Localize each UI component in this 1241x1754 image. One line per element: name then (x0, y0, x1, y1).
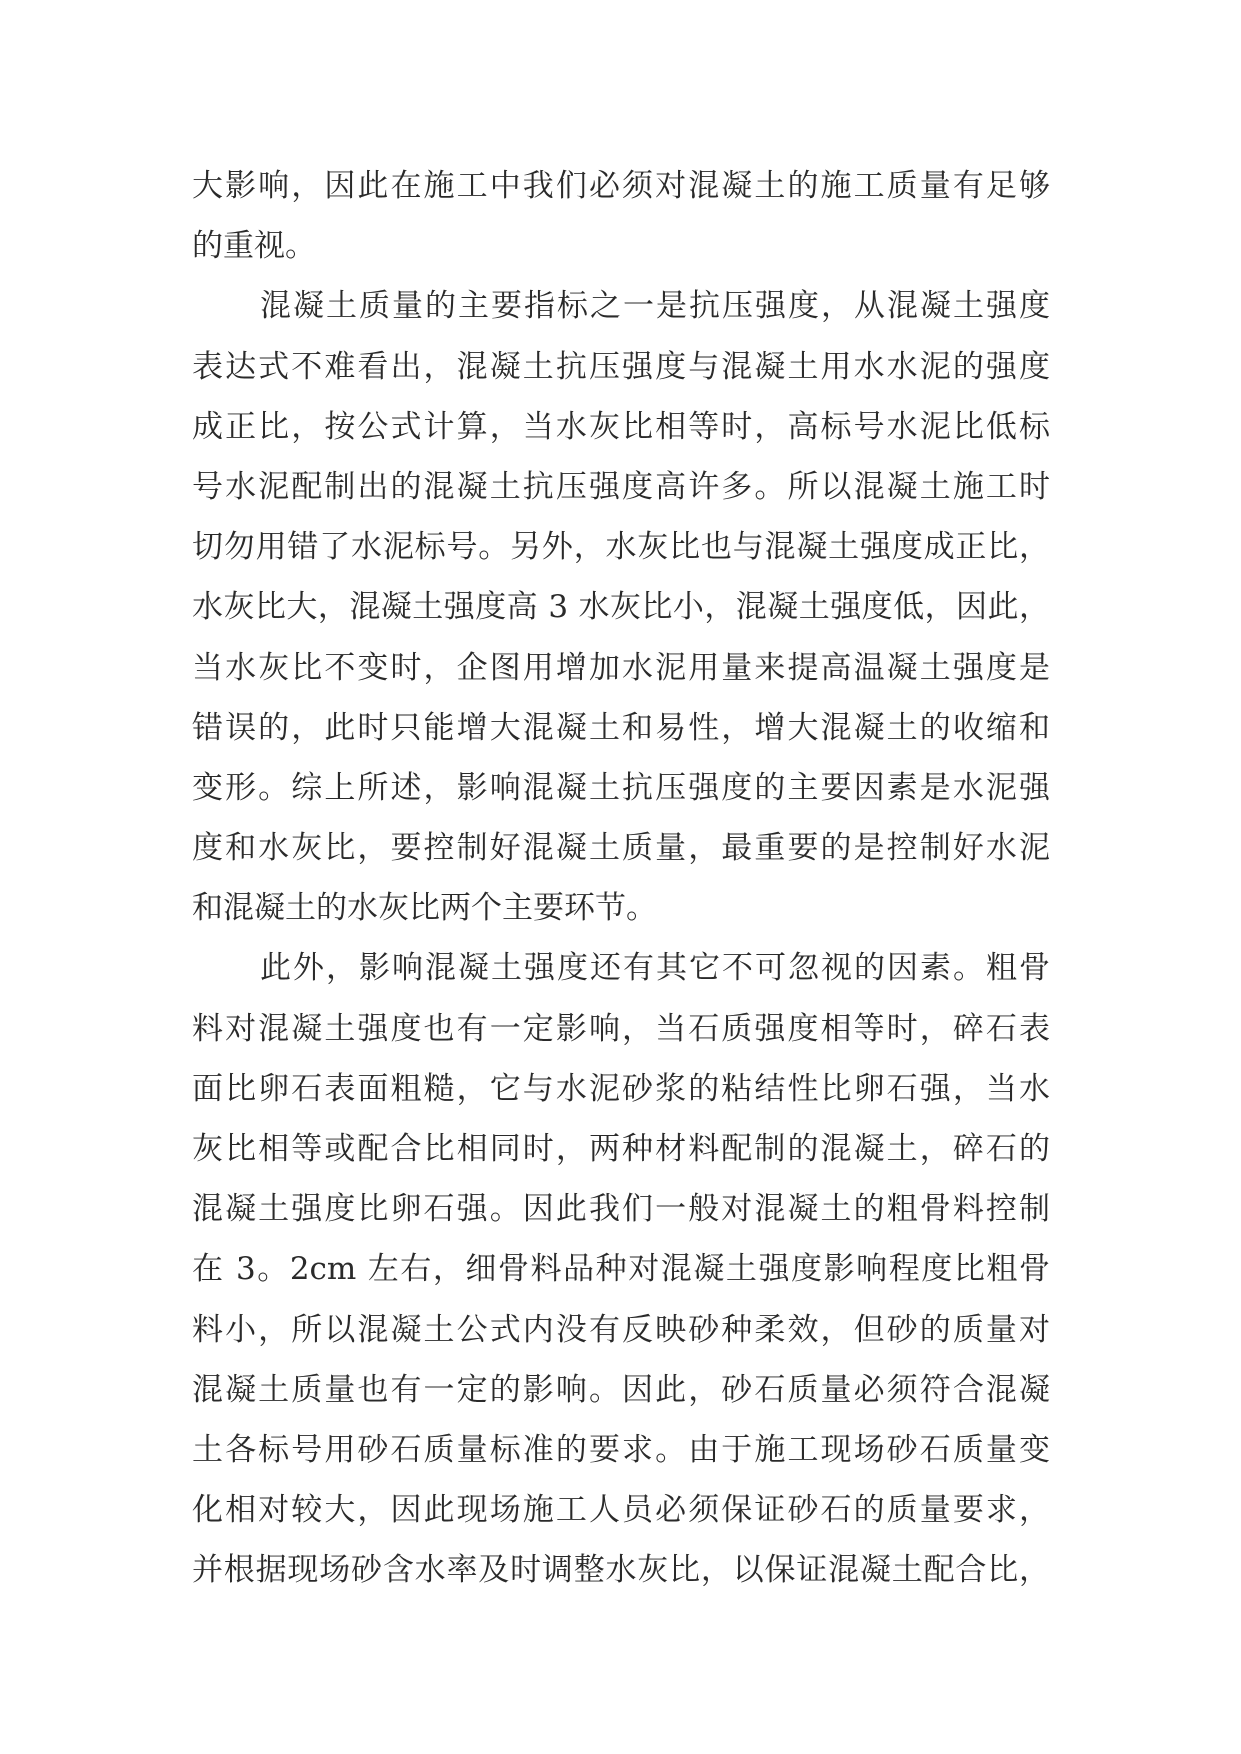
text-line: 当水灰比不变时，企图用增加水泥用量来提高温凝土强度是 (192, 649, 1050, 686)
text-line: 并根据现场砂含水率及时调整水灰比，以保证混凝土配合比， (192, 1552, 1050, 1589)
body-text (192, 156, 1050, 1601)
text-line: 在 3。2cm 左右，细骨料品种对混凝土强度影响程度比粗骨 (192, 1251, 1050, 1288)
text-line: 大影响，因此在施工中我们必须对混凝土的施工质量有足够 (192, 168, 1050, 204)
text-line: 面比卵石表面粗糙，它与水泥砂浆的粘结性比卵石强，当水 (192, 1070, 1050, 1107)
text-line: 混凝土强度比卵石强。因此我们一般对混凝土的粗骨料控制 (192, 1191, 1050, 1228)
text-line: 成正比，按公式计算，当水灰比相等时，高标号水泥比低标 (192, 408, 1050, 445)
text-line: 水灰比大，混凝土强度高 3 水灰比小，混凝土强度低，因此， (192, 589, 1050, 626)
text-line: 切勿用错了水泥标号。另外，水灰比也与混凝土强度成正比， (192, 529, 1050, 566)
text-line: 料小，所以混凝土公式内没有反映砂种柔效，但砂的质量对 (192, 1311, 1050, 1348)
text-line: 变形。综上所述，影响混凝土抗压强度的主要因素是水泥强 (192, 769, 1050, 806)
text-line: 表达式不难看出，混凝土抗压强度与混凝土用水水泥的强度 (192, 348, 1050, 385)
text-line: 化相对较大，因此现场施工人员必须保证砂石的质量要求， (192, 1492, 1050, 1529)
text-line: 灰比相等或配合比相同时，两种材料配制的混凝土，碎石的 (192, 1131, 1050, 1167)
text-line: 度和水灰比，要控制好混凝土质量，最重要的是控制好水泥 (192, 830, 1050, 867)
text-line: 号水泥配制出的混凝土抗压强度高许多。所以混凝土施工时 (192, 468, 1050, 505)
text-line: 混凝土质量的主要指标之一是抗压强度，从混凝土强度 (260, 288, 1050, 325)
text-line: 的重视。 (192, 228, 316, 265)
text-line: 此外，影响混凝土强度还有其它不可忽视的因素。粗骨 (260, 950, 1050, 987)
text-line: 和混凝土的水灰比两个主要环节。 (192, 890, 657, 927)
text-line: 混凝土质量也有一定的影响。因此，砂石质量必须符合混凝 (192, 1371, 1050, 1408)
text-line: 错误的，此时只能增大混凝土和易性，增大混凝土的收缩和 (192, 709, 1050, 746)
text-line: 土各标号用砂石质量标准的要求。由于施工现场砂石质量变 (192, 1431, 1050, 1468)
text-line: 料对混凝土强度也有一定影响，当石质强度相等时，碎石表 (192, 1010, 1050, 1047)
